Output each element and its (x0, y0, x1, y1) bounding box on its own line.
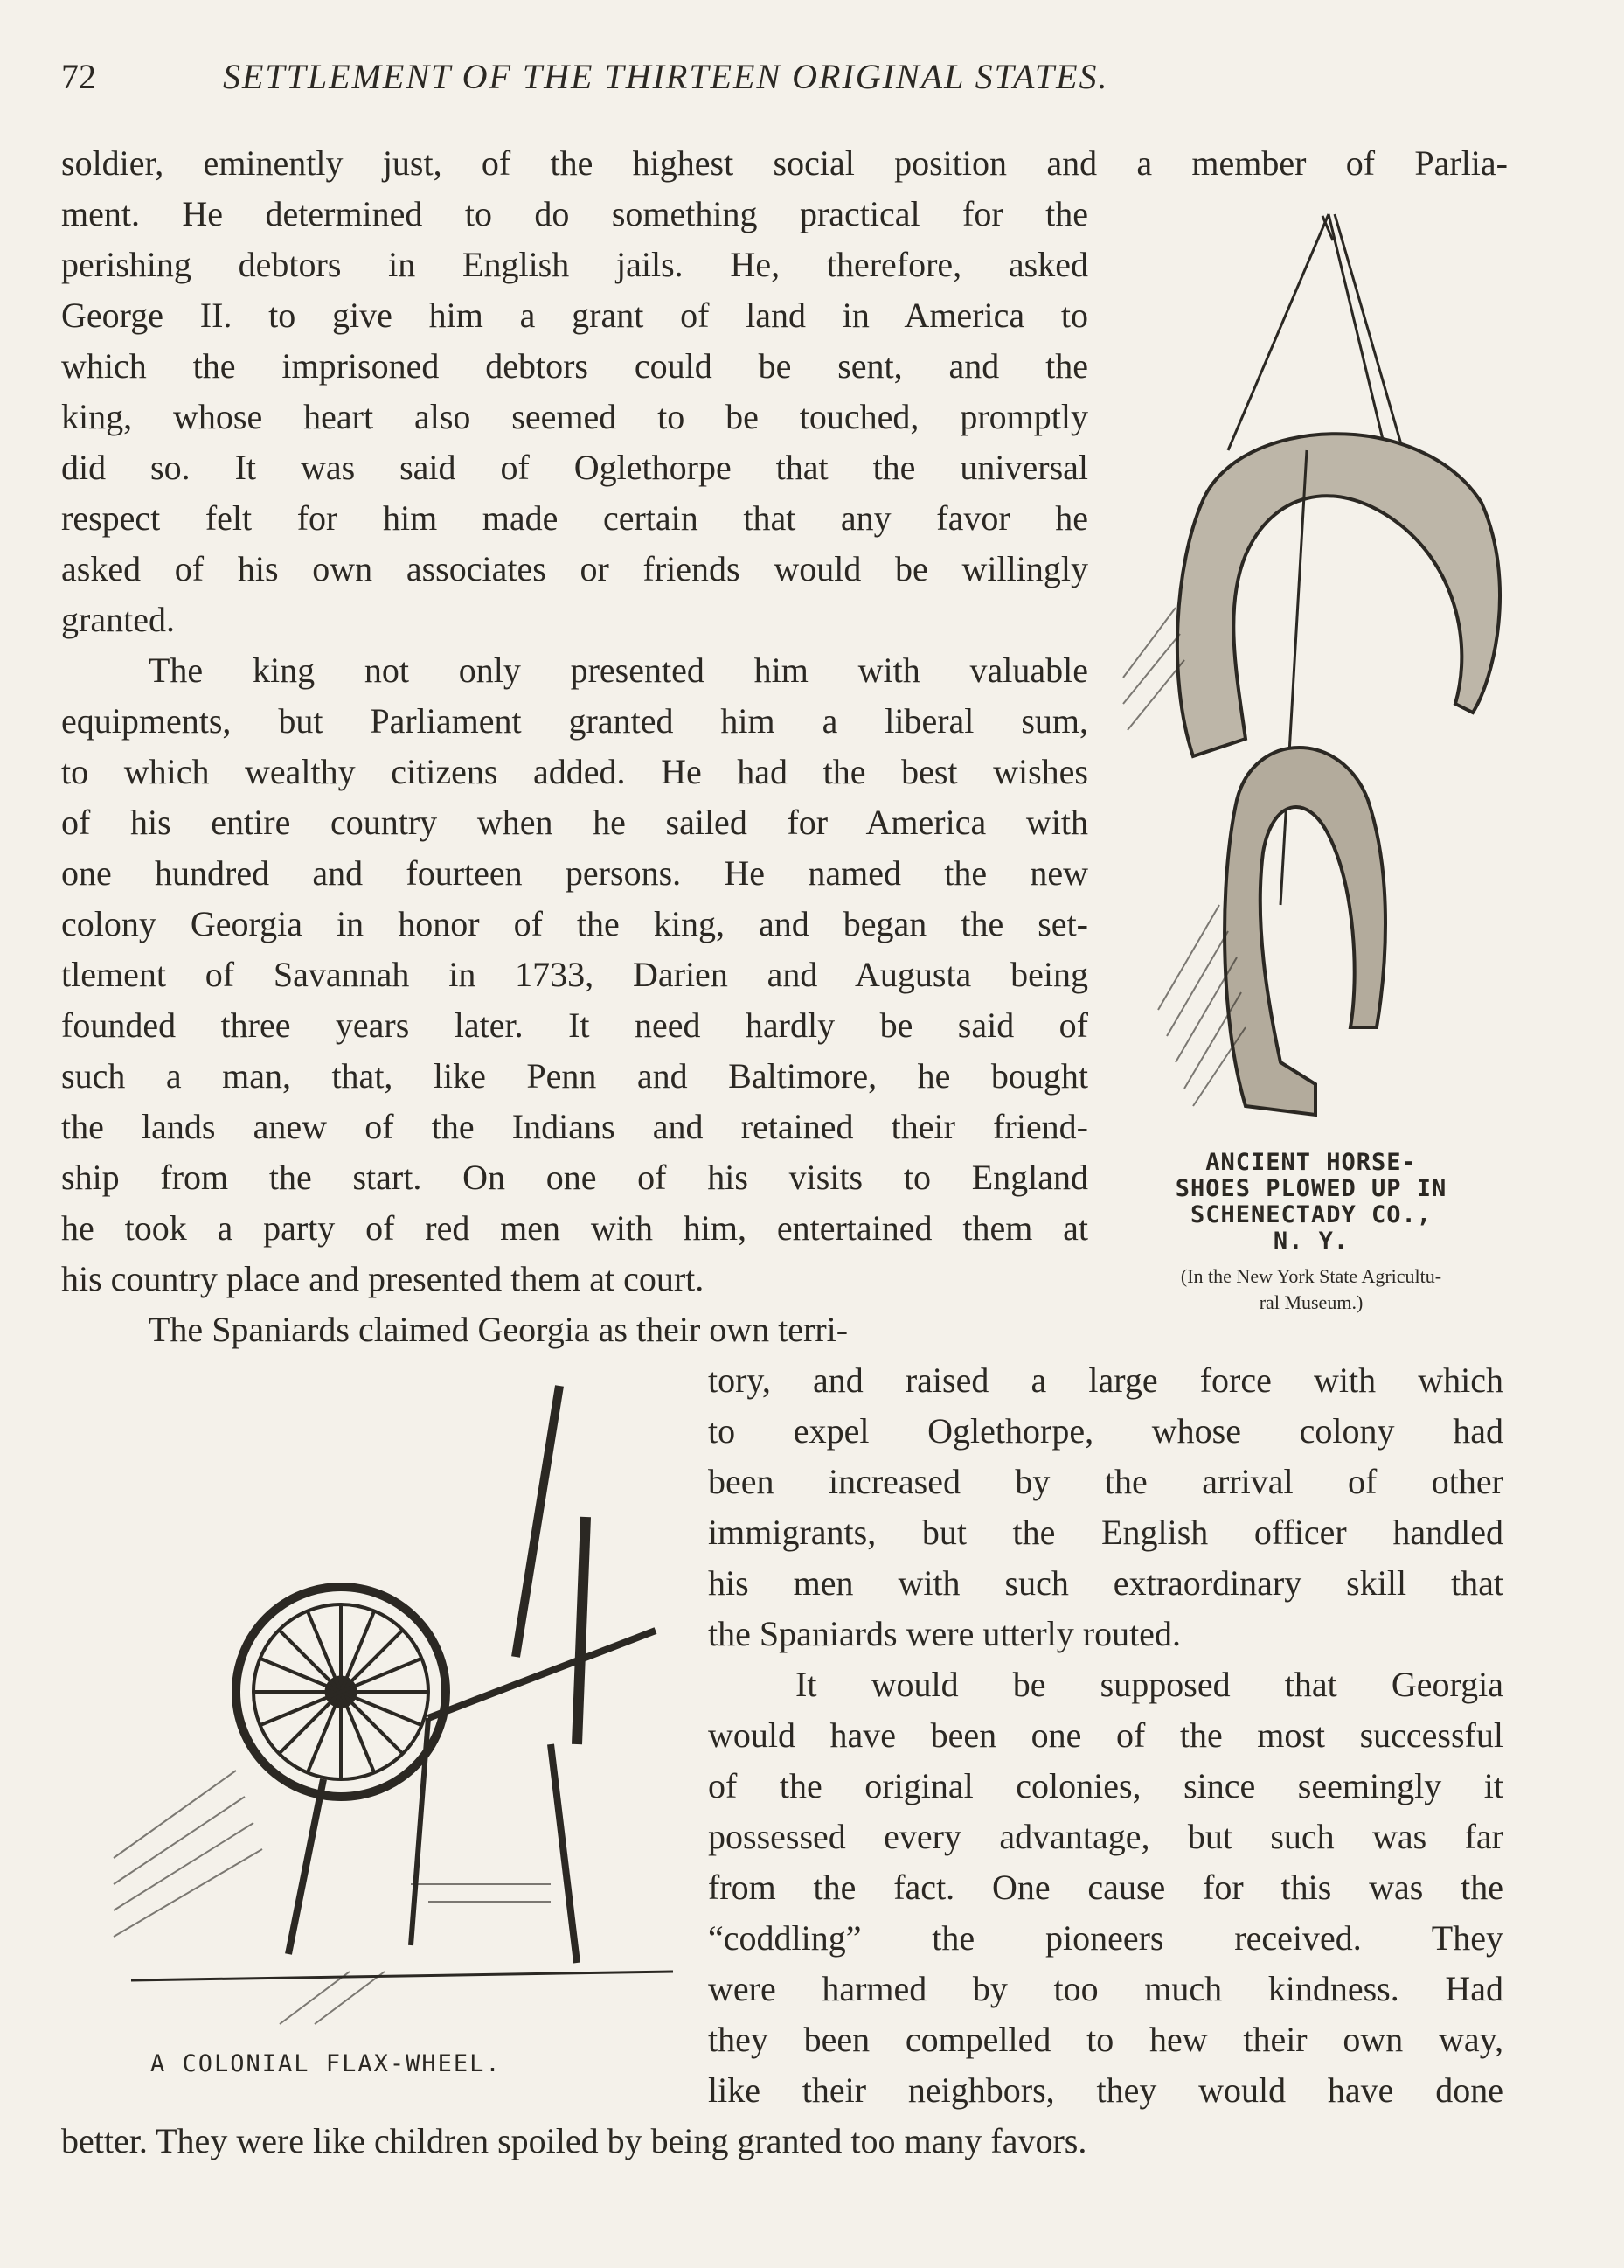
text-line: the Spaniards were utterly routed. (708, 1614, 1181, 1653)
text-line: would have been one of the most successful (708, 1715, 1503, 1755)
page-number: 72 (61, 57, 96, 96)
text-line: he took a party of red men with him, entertained them at (61, 1208, 1088, 1248)
text-line: possessed every advantage, but such was far (708, 1817, 1503, 1856)
text-line: to expel Oglethorpe, whose colony had (708, 1411, 1503, 1451)
text-line: “coddling” the pioneers received. They (708, 1918, 1503, 1958)
text-line: like their neighbors, they would have done (708, 2070, 1503, 2110)
text-line: better. They were like children spoiled by being granted too many favors. (61, 2121, 1087, 2160)
text-line: his country place and presented them at court. (61, 1259, 704, 1298)
flax-wheel-caption: A COLONIAL FLAX-WHEEL. (150, 2050, 502, 2077)
flax-wheel-illustration (61, 1368, 682, 2042)
text-line: which the imprisoned debtors could be sent, and the (61, 346, 1088, 386)
text-line: one hundred and fourteen persons. He named the new (61, 853, 1088, 893)
text-line: perishing debtors in English jails. He, therefore, asked (61, 245, 1088, 284)
text-line: tlement of Savannah in 1733, Darien and Augusta being (61, 955, 1088, 994)
text-line: respect felt for him made certain that any favor he (61, 498, 1088, 538)
horseshoes-caption-line: SCHENECTADY CO., (1190, 1201, 1433, 1228)
horseshoes-caption-line: SHOES PLOWED UP IN (1175, 1175, 1447, 1202)
text-line: The king not only presented him with valuable (149, 650, 1088, 690)
text-line: tory, and raised a large force with which (708, 1360, 1503, 1400)
running-title: SETTLEMENT OF THE THIRTEEN ORIGINAL STATES. (223, 57, 1109, 96)
text-line: been increased by the arrival of other (708, 1462, 1503, 1501)
text-line: the lands anew of the Indians and retained their friend- (61, 1107, 1088, 1146)
text-line: did so. It was said of Oglethorpe that the universal (61, 448, 1088, 487)
horseshoes-source-note: (In the New York State Agricultu- (1180, 1265, 1442, 1287)
text-line: immigrants, but the English officer handled (708, 1513, 1503, 1552)
text-line: asked of his own associates or friends would be willingly (61, 549, 1088, 588)
text-line: such a man, that, like Penn and Baltimore, he bought (61, 1056, 1088, 1096)
text-line: ship from the start. On one of his visits to England (61, 1158, 1088, 1197)
text-line: soldier, eminently just, of the highest social position and a member of Parlia- (61, 143, 1508, 183)
text-line: to which wealthy citizens added. He had the best wishes (61, 752, 1088, 791)
horseshoes-caption-line: ANCIENT HORSE- (1205, 1149, 1417, 1176)
horseshoes-source-note: ral Museum.) (1259, 1291, 1364, 1313)
text-line: of the original colonies, since seemingly it (708, 1766, 1503, 1805)
horseshoes-caption-line: N. Y. (1273, 1228, 1350, 1255)
text-line: from the fact. One cause for this was the (708, 1868, 1503, 1907)
text-line: founded three years later. It need hardly be said of (61, 1005, 1088, 1045)
text-line: of his entire country when he sailed for America with (61, 803, 1088, 842)
horseshoes-illustration (1106, 188, 1516, 1163)
text-line: his men with such extraordinary skill that (708, 1563, 1503, 1603)
text-line: granted. (61, 600, 175, 639)
text-line: colony Georgia in honor of the king, and began the set- (61, 904, 1088, 943)
text-line: ment. He determined to do something practical for the (61, 194, 1088, 233)
text-line: king, whose heart also seemed to be touched, promptly (61, 397, 1088, 436)
text-line: they been compelled to hew their own way, (708, 2020, 1503, 2059)
text-line: equipments, but Parliament granted him a liberal sum, (61, 701, 1088, 741)
text-line: It would be supposed that Georgia (795, 1665, 1503, 1704)
text-line: George II. to give him a grant of land in America to (61, 296, 1088, 335)
text-line: were harmed by too much kindness. Had (708, 1969, 1503, 2008)
text-line: The Spaniards claimed Georgia as their own terri- (149, 1310, 849, 1349)
